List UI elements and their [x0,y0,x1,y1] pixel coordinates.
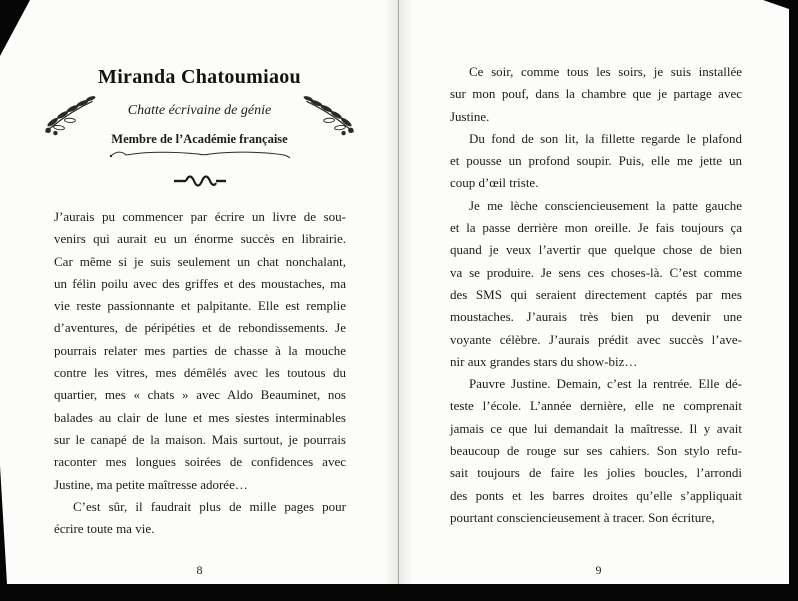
page-number-left: 8 [196,563,203,577]
gutter-shadow-right [399,0,413,584]
paragraph [54,496,346,541]
text-line: un félin poilu avec des griffes et des moustaches, ma [54,275,346,291]
olive-branch-left-icon [40,90,98,138]
text-line: raconter mes longues soirées de confidences avec [54,454,346,470]
text-line: venirs qui aurait eu un énorme succès en librairie. [54,231,346,247]
text-line: sur mon pouf, dans la chambre que je partage avec [450,86,742,102]
chapter-title: Miranda Chatoumiaou [98,66,301,88]
text-line: moustaches. J’aurais très bien pu devenir une [450,309,742,325]
text-line: voyante célèbre. J’aurais prédit avec succès l’ave- [450,331,742,347]
text-line: d’aventures, de péripéties et de rebondissements. Je [54,320,346,336]
squiggle-divider-icon [0,172,399,190]
text-line: quand je veux l’avertir que quelque chose de bien [450,242,742,258]
text-line: jamais ce que lui demandait la maîtresse. Il y avait [450,420,742,436]
photo-edge-right [789,0,798,601]
text-line: teste l’école. L’année dernière, elle ne comprenait [450,398,742,414]
text-line: Du fond de son lit, la fillette regarde le plafond [469,130,742,146]
text-line: et pousse un profond soupir. Puis, elle me jette un [450,153,742,169]
pen-flourish-icon [0,148,399,160]
text-line: vie reste passionnante et palpitante. Elle est remplie [54,298,346,314]
text-line: des ponts et les barres droites qu’elle s’appliquait [450,487,742,503]
text-line: balades au clair de lune et mes siestes interminables [54,409,346,425]
text-line: Pauvre Justine. Demain, c’est la rentrée. Elle dé- [469,376,742,392]
text-line: pourrais relater mes parties de chasse à la mouche [54,342,346,358]
text-line: quartier, mes « chats » avec Aldo Beauminet, nos [54,387,346,403]
text-line: sur le canapé de la maison. Mais surtout, je pourrais [54,431,346,447]
text-line: nir aux grandes stars du show-biz… [450,353,638,369]
paragraph [450,373,742,529]
olive-branch-right-icon [301,90,359,138]
left-page-text [54,206,346,540]
text-line: Car même si je suis seulement un chat nonchalant, [54,253,346,269]
text-line: Je me lèche consciencieusement la patte gauche [469,197,742,213]
gutter-shadow-left [384,0,398,584]
chapter-affiliation: Membre de l’Académie française [111,132,288,146]
gutter-line [398,0,399,584]
text-line: Ce soir, comme tous les soirs, je suis installée [469,64,742,79]
text-line: coup d’œil triste. [450,175,539,191]
right-page-text [450,61,742,529]
right-page [399,0,798,584]
paragraph [54,206,346,496]
paragraph [450,195,742,373]
text-line: sait toujours de faire les jolies boucles, l’arrondi [450,465,742,481]
text-line: Justine, ma petite maîtresse adorée… [54,476,248,492]
text-line: Justine. [450,108,490,124]
text-line: J’aurais pu commencer par écrire un livre de sou- [54,209,346,224]
text-line: contre les vitres, mes démêlés avec les toutous du [54,365,346,381]
left-page [0,0,399,584]
page-number-right: 9 [595,563,602,577]
paragraph [450,61,742,128]
text-line: va se produire. Je sens ces choses-là. C’est comme [450,264,742,280]
chapter-subtitle: Chatte écrivaine de génie [127,103,272,118]
text-line: C’est sûr, il faudrait plus de mille pages pour [73,498,346,514]
text-line: beaucoup de rouge sur ses cahiers. Son stylo refu- [450,443,742,459]
text-line: pourtant consciencieusement à tracer. Son écriture, [450,509,715,525]
text-line: et la passe derrière mon oreille. Je fais toujours ça [450,220,742,236]
photo-edge-bottom [0,584,798,601]
text-line: des SMS qui seraient directement captés par mes [450,286,742,302]
paragraph [450,128,742,195]
text-line: écrire toute ma vie. [54,521,155,537]
